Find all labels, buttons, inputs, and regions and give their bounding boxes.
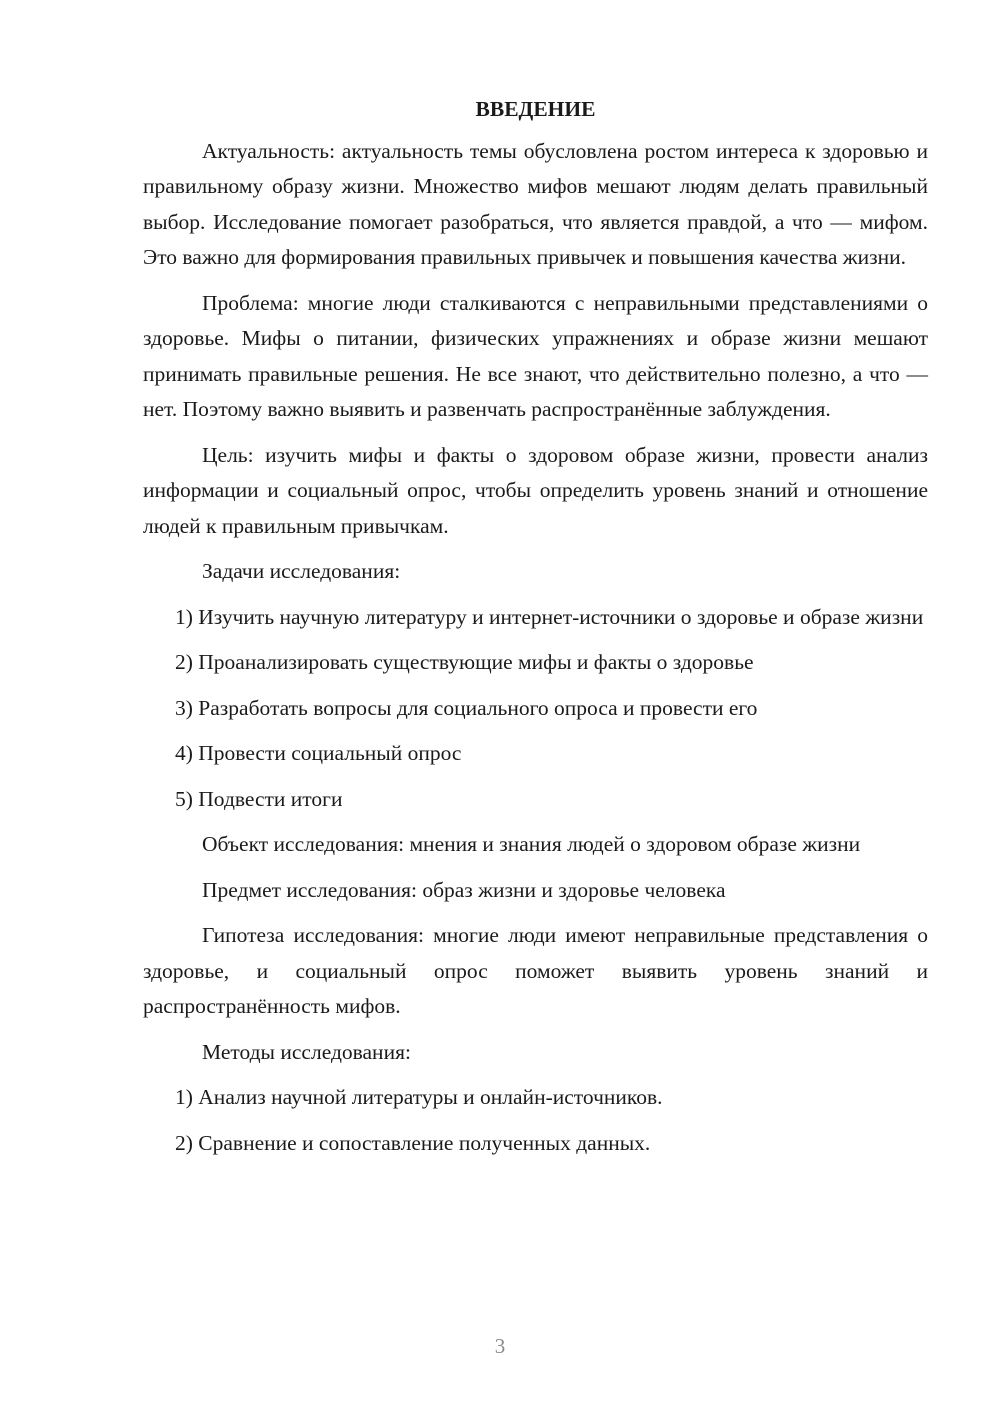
- task-item-2: 2) Проанализировать существующие мифы и факты о здоровье: [175, 650, 754, 674]
- hypothesis-paragraph: Гипотеза исследования: многие люди имеют неправильные представления о здоровье, и социальный опрос поможет выявить уровень знаний и распространённость мифов.: [143, 923, 928, 1018]
- methods-heading: Методы исследования:: [202, 1039, 411, 1064]
- page-content: [143, 92, 928, 1171]
- method-item-2: 2) Сравнение и сопоставление полученных данных.: [175, 1130, 651, 1155]
- goal-paragraph: Цель: изучить мифы и факты о здоровом образе жизни, провести анализ информации и социальный опрос, чтобы определить уровень знаний и отношение людей к правильным привычкам.: [143, 442, 928, 538]
- method-item-1: 1) Анализ научной литературы и онлайн-источников.: [175, 1085, 663, 1109]
- subject-paragraph: Предмет исследования: образ жизни и здоровье человека: [202, 877, 726, 902]
- section-heading: ВВЕДЕНИЕ: [475, 97, 596, 121]
- task-item-4: 4) Провести социальный опрос: [175, 741, 462, 765]
- problem-paragraph: Проблема: многие люди сталкиваются с неправильными представлениями о здоровье. Мифы о питании, физических упражнениях и образе жизни мешают принимать правильные решения. Не все знают, что действительно полезно, а что — нет. Поэтому важно выявить и развенчать распространённые заблуждения.: [143, 290, 928, 421]
- task-item-5: 5) Подвести итоги: [175, 786, 343, 811]
- task-item-3: 3) Разработать вопросы для социального опроса и провести его: [175, 695, 758, 720]
- page-number: 3: [494, 1334, 506, 1358]
- relevance-paragraph: Актуальность: актуальность темы обусловлена ростом интереса к здоровью и правильному образу жизни. Множество мифов мешают людям делать правильный выбор. Исследование помогает разобраться, что является правдой, а что — мифом. Это важно для формирования правильных привычек и повышения качества жизни.: [143, 138, 928, 269]
- task-item-1: 1) Изучить научную литературу и интернет-источники о здоровье и образе жизни: [175, 604, 924, 629]
- object-paragraph: Объект исследования: мнения и знания людей о здоровом образе жизни: [202, 832, 861, 856]
- tasks-heading: Задачи исследования:: [202, 559, 401, 583]
